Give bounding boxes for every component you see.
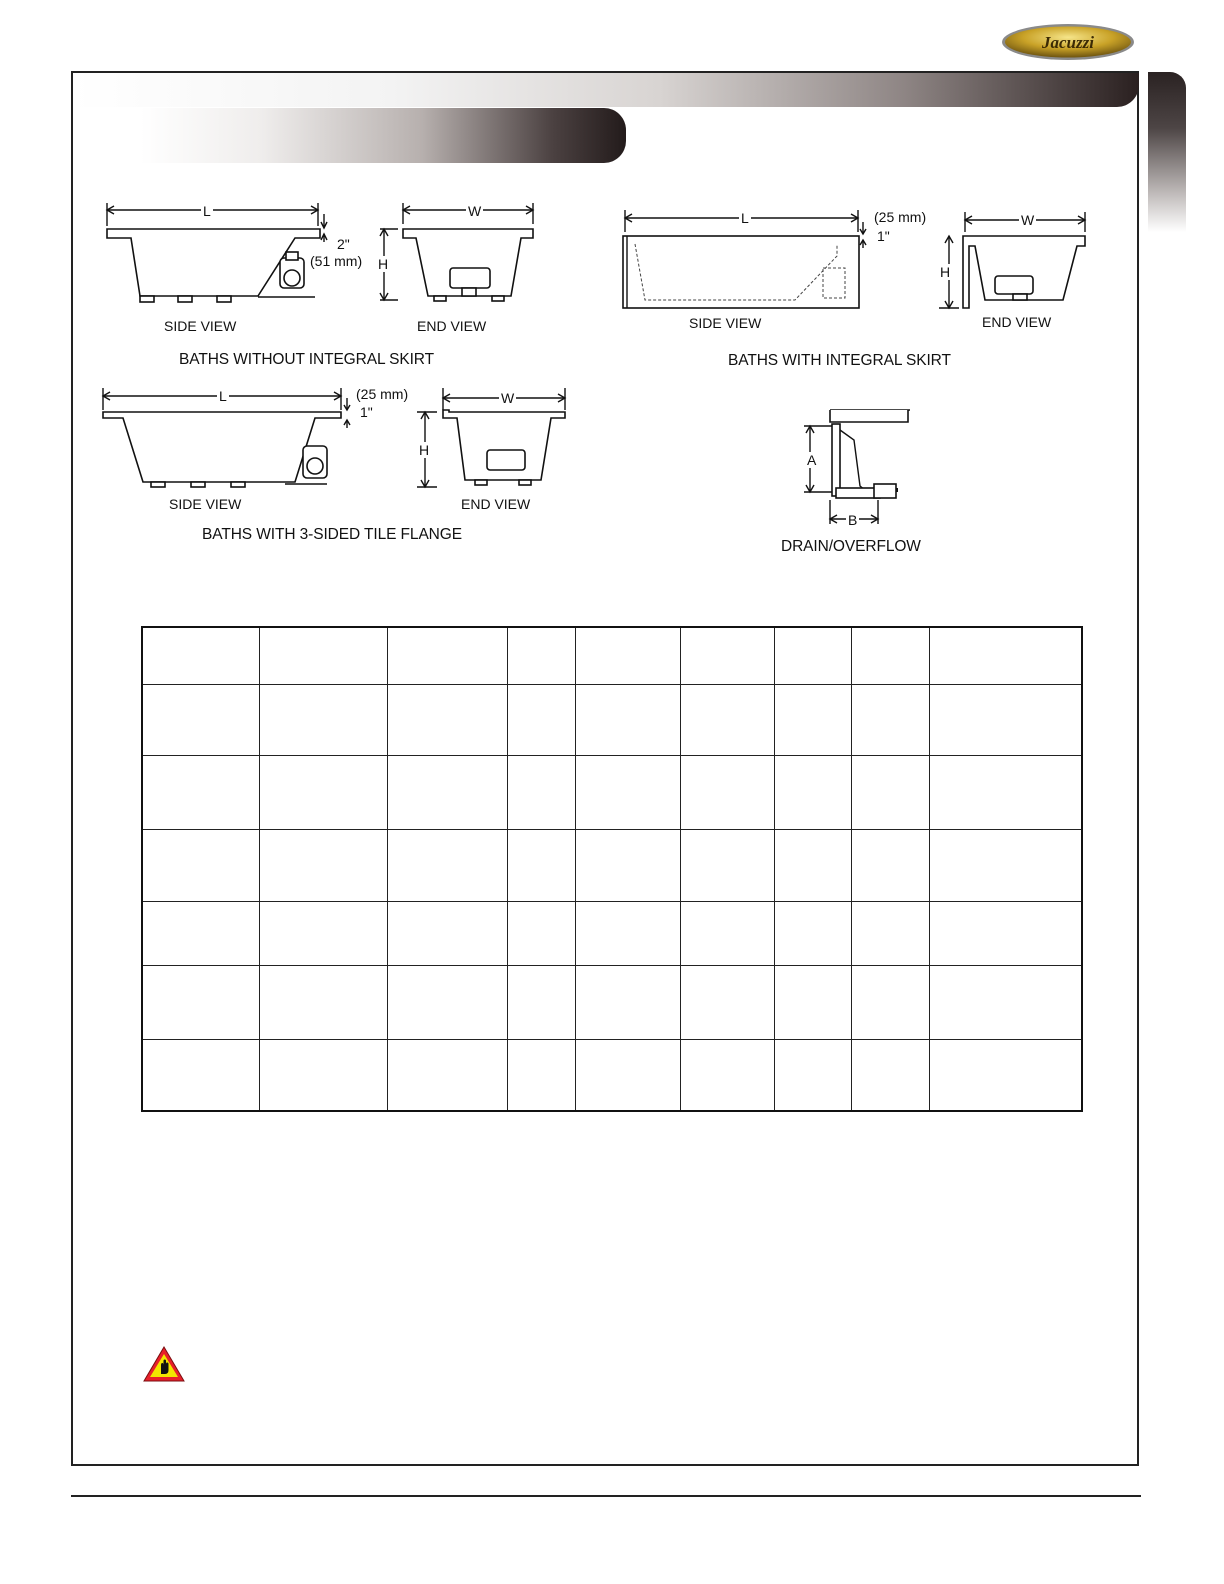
table-cell bbox=[142, 830, 260, 901]
table-cell bbox=[575, 756, 681, 830]
spec-table bbox=[141, 626, 1083, 1112]
table-cell bbox=[775, 830, 852, 901]
table-cell bbox=[575, 965, 681, 1039]
table-row bbox=[142, 756, 1082, 830]
table-row bbox=[142, 1040, 1082, 1111]
table-cell bbox=[387, 627, 507, 684]
table-cell bbox=[507, 627, 575, 684]
table-cell bbox=[142, 901, 260, 965]
table-cell bbox=[575, 1040, 681, 1111]
table-cell bbox=[681, 684, 775, 755]
table-cell bbox=[507, 756, 575, 830]
table-cell bbox=[775, 965, 852, 1039]
rim-mm: (51 mm) bbox=[310, 253, 363, 269]
table-cell bbox=[775, 901, 852, 965]
table-cell bbox=[387, 965, 507, 1039]
table-cell bbox=[775, 627, 852, 684]
table-cell bbox=[851, 830, 929, 901]
diagram-drain-overflow bbox=[770, 400, 970, 560]
table-cell bbox=[387, 684, 507, 755]
side-view-label: SIDE VIEW bbox=[689, 315, 762, 331]
diagram-tile-flange bbox=[95, 380, 575, 550]
table-cell bbox=[929, 901, 1082, 965]
table-cell bbox=[142, 965, 260, 1039]
length-label: L bbox=[741, 210, 749, 226]
table-cell bbox=[507, 965, 575, 1039]
table-cell bbox=[260, 756, 388, 830]
table-cell bbox=[575, 901, 681, 965]
diagram-without-skirt bbox=[100, 200, 550, 380]
table-row bbox=[142, 830, 1082, 901]
caption-without-skirt: BATHS WITHOUT INTEGRAL SKIRT bbox=[179, 351, 434, 368]
drain-a-label: A bbox=[807, 452, 817, 468]
table-cell bbox=[387, 901, 507, 965]
end-view-label: END VIEW bbox=[461, 496, 531, 512]
table-cell bbox=[929, 965, 1082, 1039]
height-label: H bbox=[940, 264, 951, 280]
warning-icon bbox=[143, 1346, 185, 1382]
table-cell bbox=[681, 901, 775, 965]
rim-mm: (25 mm) bbox=[356, 386, 409, 402]
table-cell bbox=[387, 1040, 507, 1111]
length-label: L bbox=[219, 388, 227, 404]
side-view-label: SIDE VIEW bbox=[169, 496, 242, 512]
table-cell bbox=[575, 830, 681, 901]
table-cell bbox=[260, 684, 388, 755]
width-label: W bbox=[501, 390, 515, 406]
footer-rule bbox=[71, 1495, 1141, 1497]
width-label: W bbox=[1021, 212, 1035, 228]
caption-tile-flange: BATHS WITH 3-SIDED TILE FLANGE bbox=[202, 526, 462, 543]
table-cell bbox=[387, 830, 507, 901]
table-cell bbox=[929, 627, 1082, 684]
table-cell bbox=[260, 965, 388, 1039]
table-cell bbox=[851, 684, 929, 755]
table-cell bbox=[681, 756, 775, 830]
table-row bbox=[142, 901, 1082, 965]
table-cell bbox=[260, 627, 388, 684]
table-cell bbox=[260, 901, 388, 965]
logo-text: Jacuzzi bbox=[1042, 33, 1094, 52]
table-cell bbox=[851, 756, 929, 830]
section-tab bbox=[1148, 72, 1186, 232]
diagram-with-skirt bbox=[615, 200, 1095, 380]
table-cell bbox=[681, 1040, 775, 1111]
rim-inches: 1" bbox=[360, 404, 373, 420]
table-cell bbox=[387, 756, 507, 830]
caption-drain-overflow: DRAIN/OVERFLOW bbox=[781, 538, 921, 555]
table-cell bbox=[929, 830, 1082, 901]
header-band bbox=[73, 73, 1139, 107]
table-row bbox=[142, 684, 1082, 755]
jacuzzi-logo bbox=[1000, 22, 1136, 62]
table-cell bbox=[851, 627, 929, 684]
table-cell bbox=[507, 684, 575, 755]
subheader-band bbox=[140, 108, 626, 163]
table-cell bbox=[929, 684, 1082, 755]
height-label: H bbox=[419, 442, 430, 458]
drain-b-label: B bbox=[848, 512, 858, 528]
rim-mm: (25 mm) bbox=[874, 209, 927, 225]
end-view-label: END VIEW bbox=[417, 318, 487, 334]
table-row bbox=[142, 965, 1082, 1039]
table-cell bbox=[575, 627, 681, 684]
end-view-label: END VIEW bbox=[982, 314, 1052, 330]
table-cell bbox=[507, 1040, 575, 1111]
height-label: H bbox=[378, 256, 389, 272]
table-cell bbox=[142, 1040, 260, 1111]
table-cell bbox=[775, 756, 852, 830]
table-cell bbox=[775, 1040, 852, 1111]
table-cell bbox=[260, 830, 388, 901]
caption-with-skirt: BATHS WITH INTEGRAL SKIRT bbox=[728, 352, 951, 369]
width-label: W bbox=[468, 203, 482, 219]
table-cell bbox=[851, 901, 929, 965]
table-cell bbox=[681, 830, 775, 901]
table-cell bbox=[142, 627, 260, 684]
table-cell bbox=[142, 684, 260, 755]
table-cell bbox=[851, 965, 929, 1039]
drain-drawing bbox=[770, 400, 970, 530]
rim-inches: 1" bbox=[877, 228, 890, 244]
table-cell bbox=[507, 830, 575, 901]
table-cell bbox=[681, 627, 775, 684]
table-cell bbox=[775, 684, 852, 755]
table-header-row bbox=[142, 627, 1082, 684]
table-cell bbox=[929, 756, 1082, 830]
rim-inches: 2" bbox=[337, 236, 350, 252]
table-cell bbox=[575, 684, 681, 755]
table-cell bbox=[929, 1040, 1082, 1111]
side-view-label: SIDE VIEW bbox=[164, 318, 237, 334]
table-cell bbox=[142, 756, 260, 830]
table-cell bbox=[260, 1040, 388, 1111]
table-cell bbox=[507, 901, 575, 965]
table-cell bbox=[851, 1040, 929, 1111]
table-cell bbox=[681, 965, 775, 1039]
length-label: L bbox=[203, 203, 211, 219]
